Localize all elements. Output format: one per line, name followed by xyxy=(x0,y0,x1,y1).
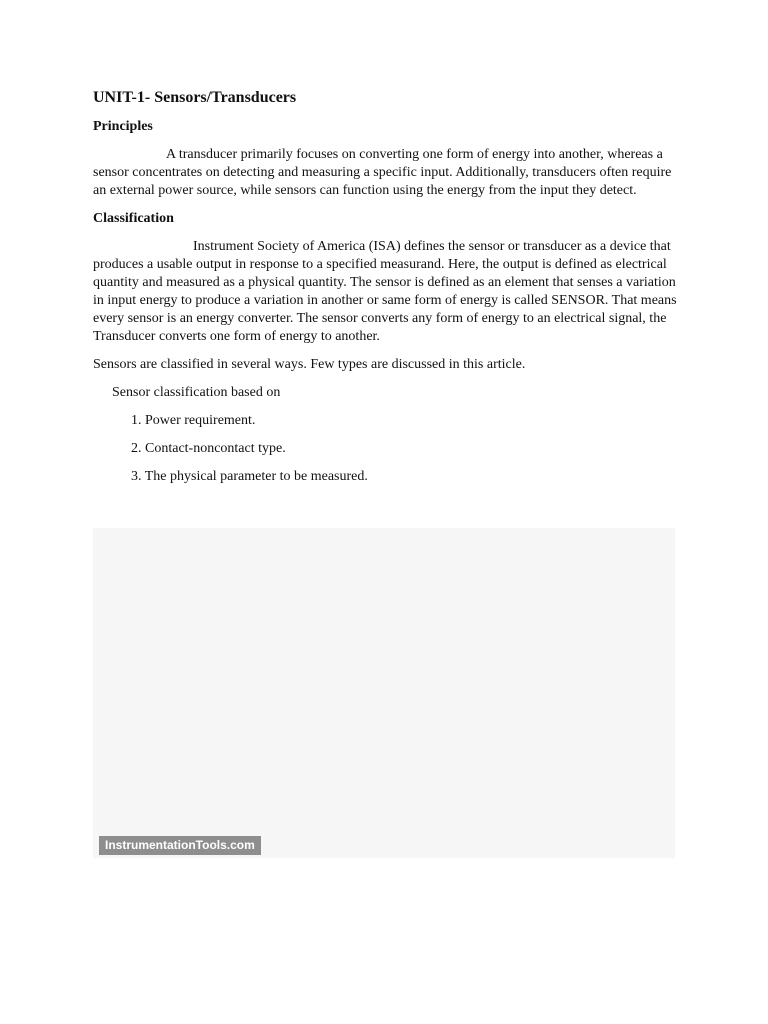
list-item: 3. The physical parameter to be measured. xyxy=(131,469,368,484)
classification-list xyxy=(93,412,683,486)
heading-classification: Classification xyxy=(93,211,174,226)
paragraph-principles: A transducer primarily focuses on converting one form of energy into another, whereas a sensor concentrates on detecting and measuring a specific input. Additionally, transducers often require an external power source, while sensors can function using the energy from the input they detect. xyxy=(93,147,672,198)
watermark-label: InstrumentationTools.com xyxy=(99,836,261,855)
paragraph-summary: Sensors are classified in several ways. Few types are discussed in this article. xyxy=(93,357,526,372)
paragraph-classification: Instrument Society of America (ISA) defines the sensor or transducer as a device that produces a usable output in response to a specified measurand. Here, the output is defined as electrical quantity and measured as a physical quantity. The sensor is defined as an element that senses a variation in input energy to produce a variation in another or same form of energy is called SENSOR. That means every sensor is an energy converter. The sensor converts any form of energy to an electrical signal, the Transducer converts one form of energy to another. xyxy=(93,239,677,344)
heading-principles: Principles xyxy=(93,119,153,134)
figure-image-placeholder xyxy=(93,528,675,858)
list-item: 1. Power requirement. xyxy=(131,413,256,428)
list-intro: Sensor classification based on xyxy=(112,385,281,400)
document-body xyxy=(93,88,683,496)
list-item: 2. Contact-noncontact type. xyxy=(131,441,286,456)
document-title: UNIT-1- Sensors/Transducers xyxy=(93,89,297,106)
